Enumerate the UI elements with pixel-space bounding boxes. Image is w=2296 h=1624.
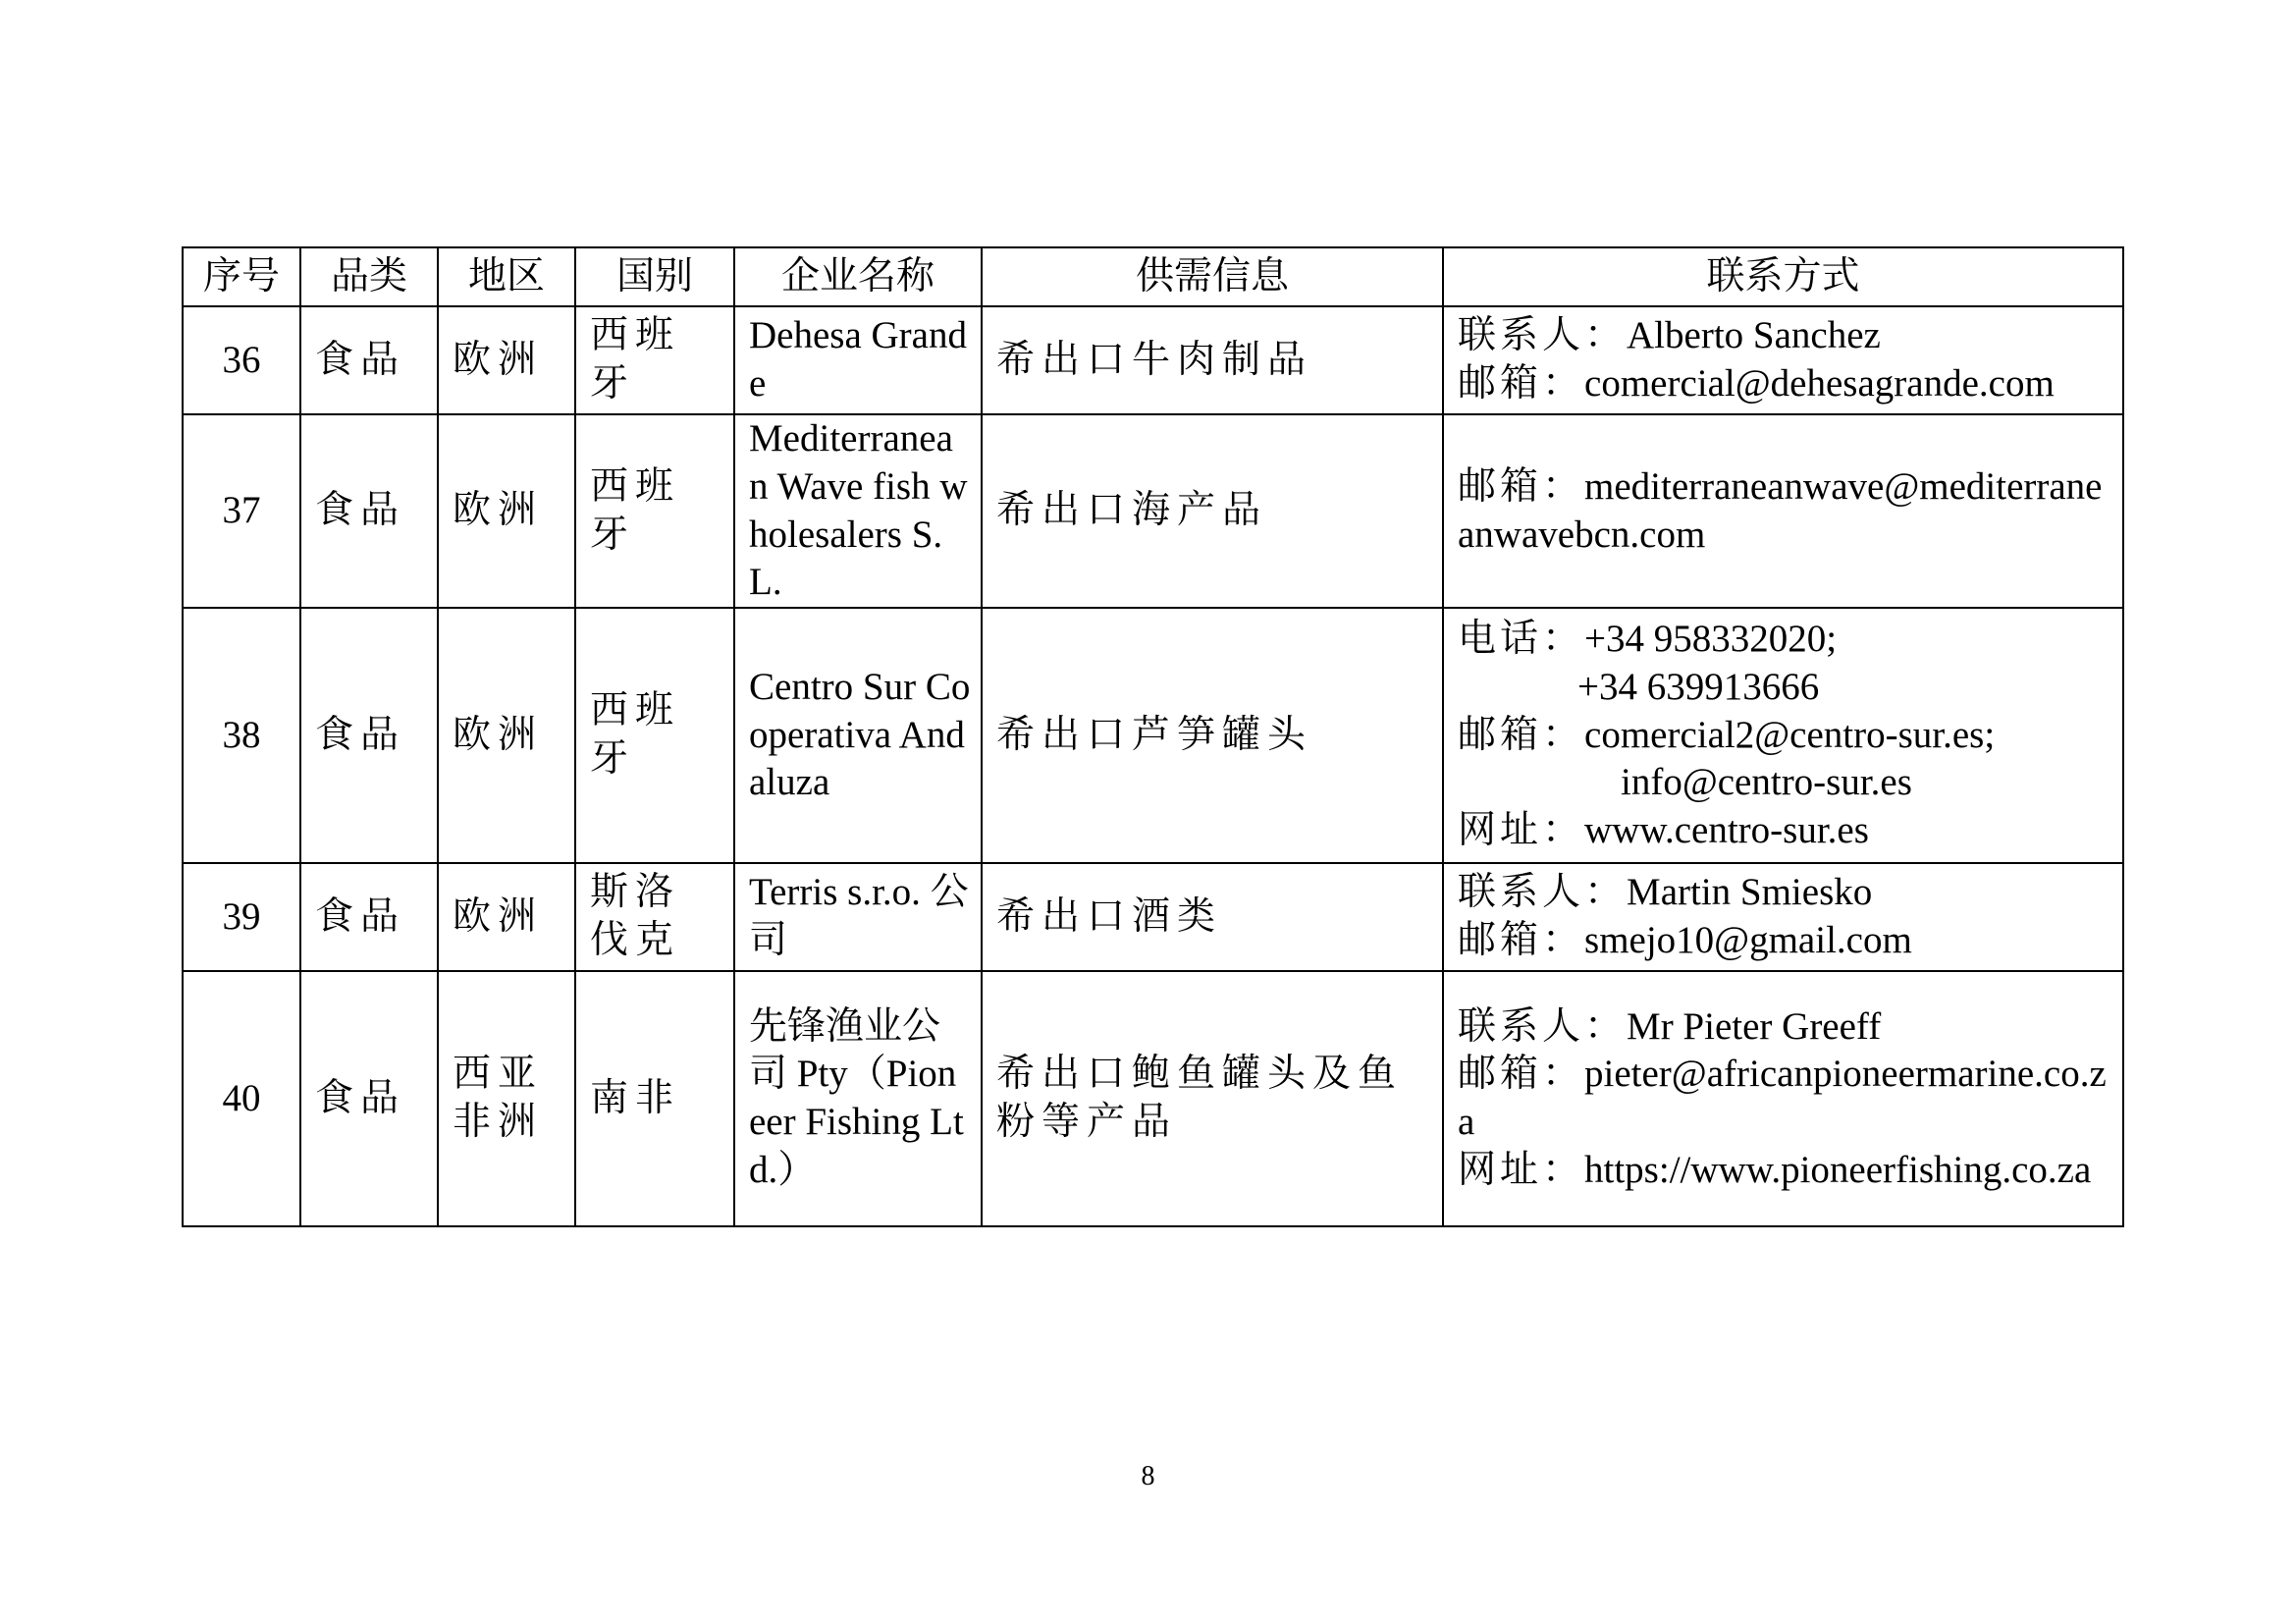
contact-line [1458,759,2112,807]
contact-line [1458,463,2112,560]
table-row [183,608,2123,863]
header-contact: 联系方式 [1443,247,2123,306]
header-supply: 供需信息 [982,247,1443,306]
row-country: 斯洛伐克 [575,863,734,971]
contact-email: comercial2@centro-sur.es; [1584,713,1996,756]
contact-line [1458,312,2112,360]
row-no: 38 [183,608,300,863]
contact-line [1458,616,2112,664]
contact-label: 邮箱： [1458,463,1585,509]
contact-phone: +34 958332020; [1584,618,1838,661]
row-category: 食品 [300,306,438,414]
contact-email: mediterraneanwave@mediterraneanwavebcn.com [1458,464,2103,556]
row-company: Terris s.r.o. 公司 [734,863,982,971]
contact-label: 邮箱： [1458,1052,1585,1097]
row-country: 西班牙 [575,414,734,608]
header-category: 品类 [300,247,438,306]
row-supply: 希出口牛肉制品 [982,306,1443,414]
contact-label: 邮箱： [1458,361,1585,406]
row-region: 西亚非洲 [438,971,575,1226]
contact-value: Alberto Sanchez [1627,314,1881,357]
contact-value: Mr Pieter Greeff [1627,1004,1882,1048]
contact-email: info@centro-sur.es [1621,761,1912,804]
row-supply: 希出口芦笋罐头 [982,608,1443,863]
contact-line [1458,869,2112,917]
contact-label: 网址： [1458,808,1585,853]
header-region: 地区 [438,247,575,306]
row-contact [1443,414,2123,608]
row-category: 食品 [300,414,438,608]
row-category: 食品 [300,971,438,1226]
row-company: 先锋渔业公司 Pty（Pioneer Fishing Ltd.） [734,971,982,1226]
contact-website: https://www.pioneerfishing.co.za [1584,1148,2092,1191]
row-company: Mediterranean Wave fish wholesalers S.L. [734,414,982,608]
contact-line [1458,1003,2112,1052]
contact-email: smejo10@gmail.com [1584,919,1912,961]
supply-demand-table [182,246,2124,1227]
contact-email: comercial@dehesagrande.com [1584,362,2055,405]
contact-line [1458,917,2112,965]
contact-label: 邮箱： [1458,918,1585,962]
contact-website: www.centro-sur.es [1584,809,1869,852]
contact-label: 联系人： [1458,1003,1628,1049]
contact-label: 联系人： [1458,313,1628,358]
row-contact [1443,971,2123,1226]
row-no: 37 [183,414,300,608]
row-country: 西班牙 [575,608,734,863]
contact-label: 联系人： [1458,870,1628,915]
contact-line [1458,712,2112,760]
row-contact [1443,863,2123,971]
row-category: 食品 [300,608,438,863]
row-contact [1443,306,2123,414]
row-no: 40 [183,971,300,1226]
row-region: 欧洲 [438,414,575,608]
row-region: 欧洲 [438,608,575,863]
row-country: 南非 [575,971,734,1226]
table-row [183,971,2123,1226]
row-supply: 希出口海产品 [982,414,1443,608]
contact-phone: +34 639913666 [1577,665,1820,708]
contact-email: pieter@africanpioneermarine.co.za [1458,1053,2107,1143]
contact-line [1458,360,2112,408]
contact-label: 网址： [1458,1147,1585,1192]
row-country: 西班牙 [575,306,734,414]
contact-line [1458,664,2112,712]
row-company: Dehesa Grande [734,306,982,414]
row-no: 39 [183,863,300,971]
table-row [183,414,2123,608]
contact-line [1458,1147,2112,1195]
header-country: 国别 [575,247,734,306]
contact-label: 电话： [1458,617,1585,662]
header-no: 序号 [183,247,300,306]
row-supply: 希出口鲍鱼罐头及鱼粉等产品 [982,971,1443,1226]
row-region: 欧洲 [438,863,575,971]
page-number: 8 [1141,1461,1155,1491]
table-row [183,306,2123,414]
row-no: 36 [183,306,300,414]
row-supply: 希出口酒类 [982,863,1443,971]
contact-label: 邮箱： [1458,712,1585,757]
table-row [183,863,2123,971]
contact-line [1458,1051,2112,1147]
row-category: 食品 [300,863,438,971]
row-contact [1443,608,2123,863]
contact-value: Martin Smiesko [1627,871,1873,914]
table-header-row [183,247,2123,306]
row-region: 欧洲 [438,306,575,414]
contact-line [1458,807,2112,855]
header-company: 企业名称 [734,247,982,306]
row-company: Centro Sur Cooperativa Andaluza [734,608,982,863]
